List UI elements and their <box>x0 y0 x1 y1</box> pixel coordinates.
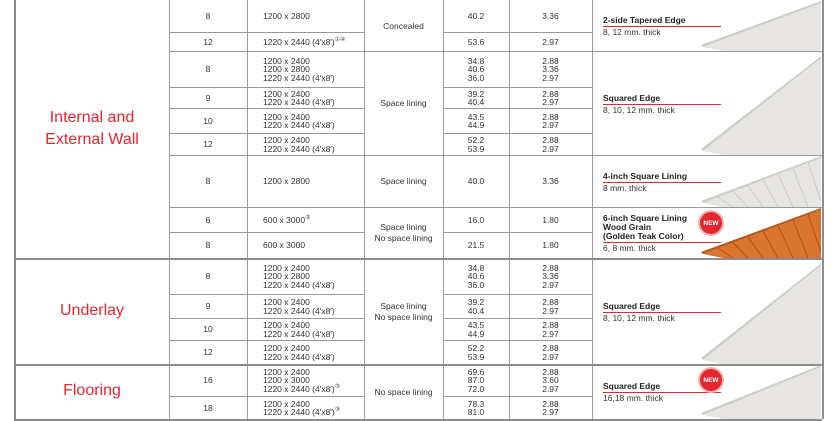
thickness-cell <box>169 365 247 396</box>
size-value: 1200 x 2400 <box>263 297 310 308</box>
size-value: 1200 x 2400 <box>263 111 310 122</box>
weight-value: 43.5 <box>467 111 485 122</box>
product-thickness: 8, 10, 12 mm. thick <box>603 104 675 115</box>
size-value: 1200 x 2800 <box>263 176 310 187</box>
size-cell <box>247 109 380 133</box>
joint-cell <box>364 365 443 419</box>
product-thickness: 8 mm. thick <box>603 182 647 193</box>
area-value: 2.88 <box>542 343 559 354</box>
weight-cell <box>443 397 509 419</box>
size-value: 1220 x 2440 (4'x8')③ <box>263 407 341 417</box>
joint-cell <box>364 208 443 258</box>
product-thickness: 8, 10, 12 mm. thick <box>603 312 675 323</box>
category-internal-external-wall <box>16 0 168 258</box>
thickness-value: 8 <box>205 11 211 22</box>
area-cell <box>509 33 592 51</box>
size-value: 1220 x 2440 (4'x8') <box>263 351 335 362</box>
weight-cell <box>443 295 509 318</box>
footnote-mark: ③ <box>334 383 341 390</box>
size-value: 1200 x 2800 <box>263 271 310 282</box>
thickness-cell <box>169 233 247 258</box>
area-cell <box>509 208 592 232</box>
area-value: 2.97 <box>542 383 559 394</box>
thickness-value: 6 <box>205 214 211 225</box>
weight-cell <box>443 208 509 232</box>
weight-cell <box>443 134 509 155</box>
size-cell <box>247 156 380 207</box>
weight-value: 34.8 <box>467 262 485 273</box>
size-cell <box>247 1 380 32</box>
weight-value: 69.6 <box>467 366 485 377</box>
weight-value: 40.6 <box>467 64 485 75</box>
thickness-value: 10 <box>203 115 213 126</box>
thickness-cell <box>169 156 247 207</box>
area-cell <box>509 319 592 340</box>
weight-cell <box>443 259 509 294</box>
size-value: 600 x 3000 <box>263 240 306 251</box>
size-cell <box>247 397 380 419</box>
size-value: 1200 x 2400 <box>263 343 310 354</box>
area-value: 2.97 <box>542 351 559 362</box>
area-value: 2.97 <box>542 328 559 339</box>
area-value: 2.88 <box>542 366 559 377</box>
area-value: 2.97 <box>542 72 559 83</box>
size-value: 1200 x 2400 <box>263 135 310 146</box>
product-label <box>603 16 721 37</box>
size-value: 1220 x 2440 (4'x8') <box>263 305 335 316</box>
joint-value: No space lining <box>374 233 433 243</box>
category-underlay <box>16 259 168 363</box>
weight-value: 40.6 <box>467 271 485 282</box>
area-cell <box>509 109 592 133</box>
weight-value: 44.9 <box>467 328 485 339</box>
weight-value: 40.0 <box>467 176 485 187</box>
thickness-value: 9 <box>205 301 211 312</box>
product-label <box>603 172 721 193</box>
weight-value: 34.8 <box>467 55 485 66</box>
footnote-mark: ② <box>305 214 311 221</box>
area-value: 3.60 <box>542 375 559 386</box>
area-value: 2.88 <box>542 262 559 273</box>
area-value: 2.97 <box>542 407 559 417</box>
weight-value: 53.6 <box>467 36 485 47</box>
thickness-value: 16 <box>203 375 213 386</box>
size-value: 1200 x 3000 <box>263 375 310 386</box>
weight-cell <box>443 341 509 364</box>
size-cell <box>247 52 380 87</box>
area-value: 2.97 <box>542 36 559 47</box>
weight-cell <box>443 365 509 396</box>
joint-cell <box>364 259 443 364</box>
weight-cell <box>443 109 509 133</box>
area-cell <box>509 233 592 258</box>
size-cell <box>247 259 380 294</box>
size-value: 1200 x 2800 <box>263 64 310 75</box>
weight-value: 87.0 <box>467 375 485 386</box>
area-value: 2.97 <box>542 305 559 316</box>
area-value: 2.97 <box>542 97 559 107</box>
size-cell <box>247 365 380 396</box>
thickness-value: 8 <box>205 240 211 251</box>
weight-value: 39.2 <box>467 297 485 308</box>
product-thickness: 8, 12 mm. thick <box>603 27 661 37</box>
size-value: 1220 x 2440 (4'x8')①④ <box>263 36 346 47</box>
product-name: 2-side Tapered Edge <box>603 15 686 25</box>
product-thickness: 6, 8 mm. thick <box>603 243 656 253</box>
size-value: 1200 x 2400 <box>263 366 310 377</box>
size-value: 1200 x 2400 <box>263 320 310 331</box>
grid-line <box>822 0 824 419</box>
weight-cell <box>443 233 509 258</box>
weight-value: 52.2 <box>467 135 485 146</box>
weight-value: 78.3 <box>467 398 485 409</box>
size-cell <box>247 33 380 51</box>
size-value: 1200 x 2400 <box>263 88 310 99</box>
area-cell <box>509 295 592 318</box>
area-cell <box>509 259 592 294</box>
product-name: Squared Edge <box>603 381 661 391</box>
area-cell <box>509 156 592 207</box>
area-cell <box>509 52 592 87</box>
area-cell <box>509 397 592 419</box>
size-value: 1220 x 2440 (4'x8')③ <box>263 383 341 394</box>
area-value: 3.36 <box>542 11 559 22</box>
joint-value: Concealed <box>383 20 424 31</box>
size-value: 1200 x 2400 <box>263 398 310 409</box>
area-value: 1.80 <box>542 214 559 225</box>
product-name: Squared Edge <box>603 92 661 103</box>
product-label <box>603 94 721 115</box>
weight-value: 39.2 <box>467 88 485 99</box>
product-name: 4-inch Square Lining <box>603 170 688 181</box>
weight-cell <box>443 1 509 32</box>
thickness-cell <box>169 134 247 155</box>
product-name: (Golden Teak Color) <box>603 231 684 241</box>
new-badge: NEW <box>700 212 722 234</box>
weight-value: 21.5 <box>467 240 485 251</box>
weight-cell <box>443 52 509 87</box>
joint-cell <box>364 156 443 207</box>
thickness-value: 10 <box>203 324 213 335</box>
size-cell <box>247 295 380 318</box>
size-value: 1220 x 2440 (4'x8') <box>263 120 335 130</box>
area-value: 2.88 <box>542 135 559 146</box>
area-cell <box>509 341 592 364</box>
size-value: 1200 x 2400 <box>263 55 310 66</box>
thickness-cell <box>169 295 247 318</box>
joint-cell <box>364 1 443 51</box>
area-value: 2.88 <box>542 111 559 122</box>
size-cell <box>247 134 380 155</box>
weight-cell <box>443 319 509 340</box>
thickness-value: 8 <box>205 64 211 75</box>
area-cell <box>509 365 592 396</box>
size-cell <box>247 233 380 258</box>
thickness-value: 9 <box>205 92 211 103</box>
product-name: Wood Grain <box>603 222 652 232</box>
area-value: 2.97 <box>542 120 559 130</box>
product-thickness: 16,18 mm. thick <box>603 393 663 403</box>
weight-value: 36.0 <box>467 279 485 290</box>
size-value: 1200 x 2400 <box>263 262 310 273</box>
thickness-cell <box>169 109 247 133</box>
area-value: 2.88 <box>542 320 559 331</box>
size-value: 600 x 3000② <box>263 214 311 225</box>
category-line: Internal and <box>49 109 135 126</box>
size-value: 1220 x 2440 (4'x8') <box>263 279 335 290</box>
thickness-value: 8 <box>205 176 211 187</box>
area-value: 2.97 <box>542 279 559 290</box>
area-value: 2.88 <box>542 297 559 308</box>
area-cell <box>509 1 592 32</box>
weight-value: 16.0 <box>467 214 485 225</box>
product-label <box>603 302 721 323</box>
thickness-value: 12 <box>203 36 213 47</box>
thickness-cell <box>169 341 247 364</box>
thickness-cell <box>169 397 247 419</box>
thickness-value: 12 <box>203 347 213 358</box>
area-value: 3.36 <box>542 271 559 282</box>
weight-value: 53.9 <box>467 351 485 362</box>
area-value: 2.88 <box>542 398 559 409</box>
weight-value: 72.0 <box>467 383 485 394</box>
weight-cell <box>443 156 509 207</box>
weight-value: 36.0 <box>467 72 485 83</box>
area-value: 3.36 <box>542 176 559 187</box>
thickness-cell <box>169 52 247 87</box>
area-value: 2.97 <box>542 143 559 154</box>
thickness-cell <box>169 1 247 32</box>
weight-value: 81.0 <box>467 407 485 417</box>
product-name: 6-inch Square Lining <box>603 213 688 223</box>
size-cell <box>247 88 380 108</box>
size-cell <box>247 208 380 232</box>
size-value: 1220 x 2440 (4'x8') <box>263 72 335 83</box>
size-value: 1220 x 2440 (4'x8') <box>263 97 335 107</box>
weight-value: 40.2 <box>467 11 485 22</box>
weight-value: 44.9 <box>467 120 485 130</box>
size-cell <box>247 341 380 364</box>
joint-value: No space lining <box>374 311 433 322</box>
thickness-cell <box>169 208 247 232</box>
area-cell <box>509 134 592 155</box>
area-cell <box>509 88 592 108</box>
size-value: 1200 x 2800 <box>263 11 310 22</box>
new-badge: NEW <box>700 369 722 391</box>
weight-value: 43.5 <box>467 320 485 331</box>
joint-value: Space lining <box>380 222 427 232</box>
footnote-mark: ①④ <box>334 36 346 43</box>
area-value: 2.88 <box>542 55 559 66</box>
size-value: 1220 x 2440 (4'x8') <box>263 143 335 154</box>
weight-value: 40.4 <box>467 305 485 316</box>
size-cell <box>247 319 380 340</box>
weight-value: 53.9 <box>467 143 485 154</box>
category-line: Flooring <box>63 382 121 399</box>
thickness-value: 12 <box>203 139 213 150</box>
weight-value: 52.2 <box>467 343 485 354</box>
area-value: 2.88 <box>542 88 559 99</box>
category-flooring <box>16 364 168 418</box>
area-value: 1.80 <box>542 240 559 251</box>
weight-cell <box>443 88 509 108</box>
joint-value: Space lining <box>380 98 427 108</box>
thickness-cell <box>169 88 247 108</box>
thickness-cell <box>169 259 247 294</box>
thickness-cell <box>169 319 247 340</box>
footnote-mark: ③ <box>334 407 341 414</box>
thickness-cell <box>169 33 247 51</box>
weight-cell <box>443 33 509 51</box>
area-value: 3.36 <box>542 64 559 75</box>
weight-value: 40.4 <box>467 97 485 107</box>
joint-value: Space lining <box>380 300 427 311</box>
joint-cell <box>364 52 443 155</box>
joint-value: No space lining <box>374 386 433 397</box>
category-line: Underlay <box>59 302 125 319</box>
size-value: 1220 x 2440 (4'x8') <box>263 328 335 339</box>
product-name: Squared Edge <box>603 300 661 311</box>
category-line: External Wall <box>45 131 139 148</box>
thickness-value: 8 <box>205 271 211 282</box>
joint-value: Space lining <box>380 176 427 186</box>
thickness-value: 18 <box>203 402 213 413</box>
